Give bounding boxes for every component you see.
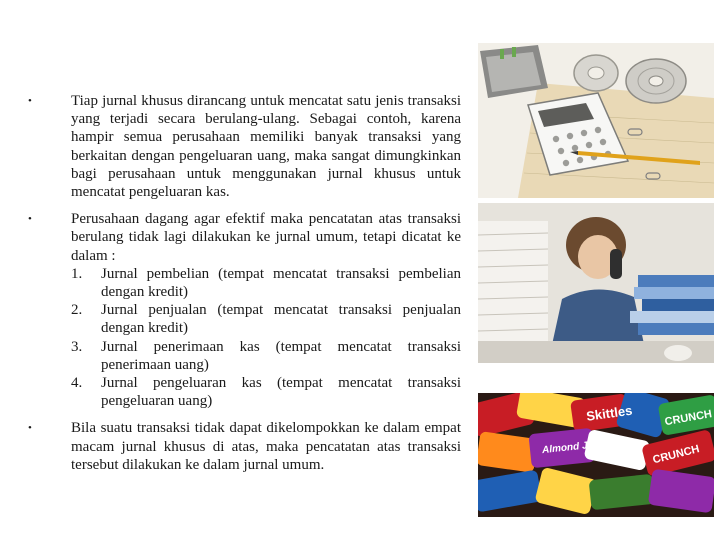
candy-label: CRUNCH [663,408,713,429]
bullet-dot: • [28,213,32,226]
bullet-dot: • [28,95,32,107]
bullet-item-3 [28,419,461,474]
candy-label: Almond Joy [541,439,600,457]
journal-item-3 [71,338,461,374]
candy-bars-photo [478,393,714,517]
bullet-list [28,92,461,474]
bullet-text: Bila suatu transaksi tidak dapat dikelompokkan ke dalam empat macam jurnal khusus di atas, maka pencatatan atas transaksi tersebut dilakukan ke dalam jurnal umum. [71,420,461,473]
tape-roll-icon [574,55,618,91]
journal-item-1 [71,265,461,301]
phone-icon [610,249,622,279]
journal-item-4 [71,374,461,410]
text-content [28,92,461,483]
journal-number: 2. [71,302,83,319]
folder-pile-icon [630,275,714,335]
journal-item-2 [71,301,461,337]
accounting-supplies-photo [478,43,714,198]
candy-label: CRUNCH [651,443,701,467]
stressed-office-worker-photo [478,203,714,363]
bullet-item-2 [28,210,461,410]
journal-list [71,265,461,411]
journal-number: 3. [71,338,83,355]
bullet-item-1 [28,92,461,201]
bullet-text: Perusahaan dagang agar efektif maka pencatatan atas transaksi berulang tidak lagi dilakukan ke jurnal umum, tetapi dicatat ke dalam : [71,211,461,264]
bullet-text: Tiap jurnal khusus dirancang untuk mencatat satu jenis transaksi yang terjadi secara berulang-ulang. Sebagai contoh, karena hampir semua perusahaan memiliki banyak transaksi yang berkaitan dengan pengeluaran uang, maka sangat dimungkinkan bagi perusahaan untuk menggunakan jurnal khusus untuk mencatat pengeluaran kas. [71,93,461,201]
journal-number: 4. [71,375,83,392]
journal-text: Jurnal pengeluaran kas (tempat mencatat transaksi pengeluaran uang) [101,375,461,410]
bullet-dot: • [28,422,32,435]
journal-text: Jurnal penerimaan kas (tempat mencatat transaksi penerimaan uang) [101,338,461,373]
journal-text: Jurnal penjualan (tempat mencatat transaksi penjualan dengan kredit) [101,302,461,337]
crumpled-paper-icon [664,345,692,361]
paper-roll-icon [626,59,686,103]
journal-text: Jurnal pembelian (tempat mencatat transaksi pembelian dengan kredit) [101,265,461,301]
journal-number: 1. [71,265,83,282]
candy-label: Skittles [585,402,634,424]
